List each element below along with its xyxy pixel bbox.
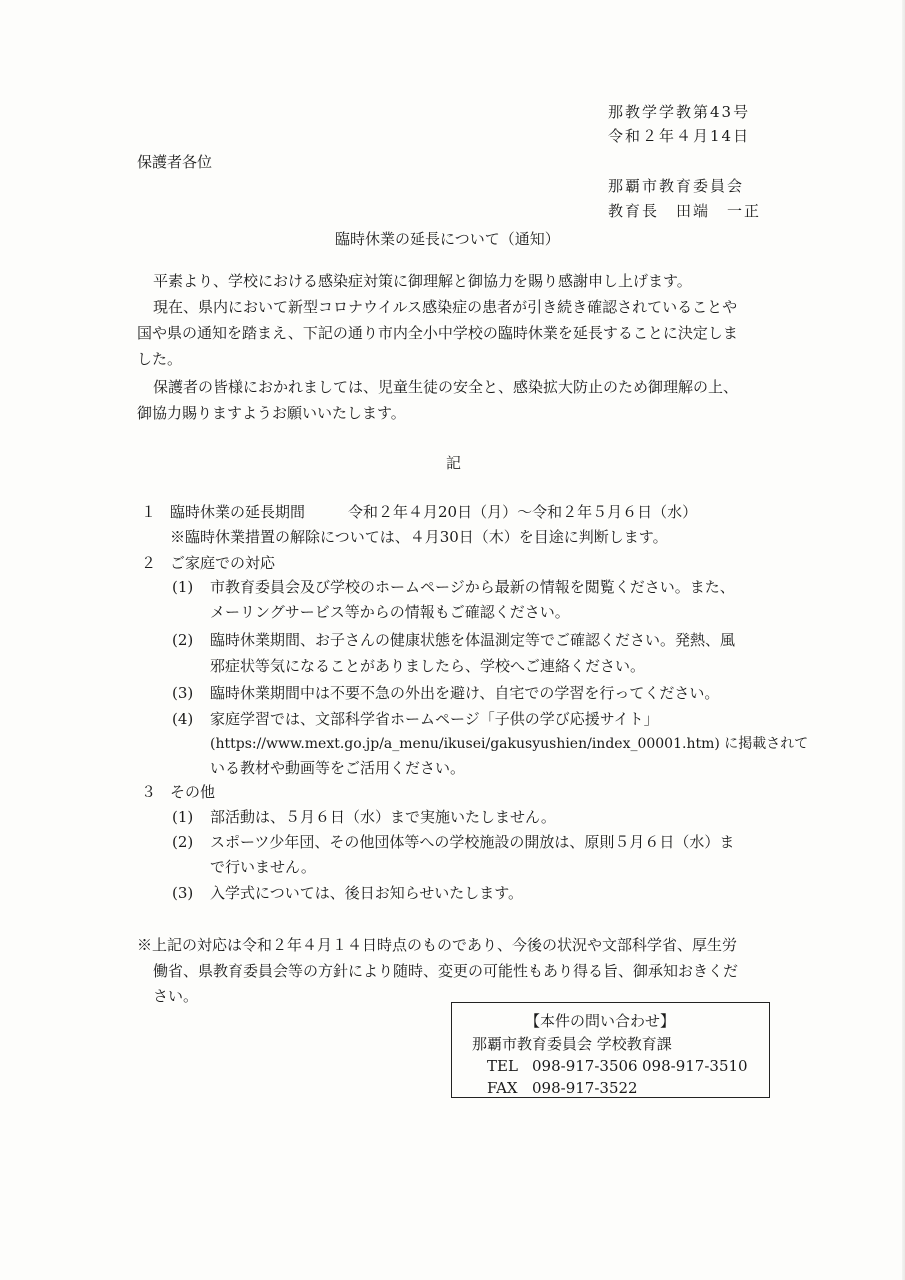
- addressee: 保護者各位: [137, 153, 213, 171]
- body-paragraph-3-line-1: 保護者の皆様におかれましては、児童生徒の安全と、感染拡大防止のため御理解の上、: [153, 378, 739, 396]
- ki-heading: 記: [446, 454, 462, 472]
- item-2-sub-2-line-1: 臨時休業期間、お子さんの健康状態を体温測定等でご確認ください。発熱、風: [210, 631, 736, 649]
- contact-fax-label: FAX: [487, 1079, 518, 1097]
- contact-box: [451, 1002, 770, 1098]
- item-3-sub-2-number: (2): [172, 833, 194, 851]
- sender-organization: 那覇市教育委員会: [608, 177, 745, 195]
- body-paragraph-2-line-1: 現在、県内において新型コロナウイルス感染症の患者が引き続き確認されていることや: [153, 298, 738, 316]
- body-paragraph-1: 平素より、学校における感染症対策に御理解と御協力を賜り感謝申し上げます。: [153, 272, 692, 290]
- footnote-line-1: ※上記の対応は令和２年４月１４日時点のものであり、今後の状況や文部科学省、厚生労: [137, 936, 738, 954]
- contact-tel-1: 098-917-3506: [532, 1057, 638, 1075]
- item-2-sub-2-line-2: 邪症状等気になることがありましたら、学校へご連絡ください。: [210, 657, 646, 675]
- item-1-period: 令和２年４月20日（月）～令和２年５月６日（水）: [348, 503, 698, 521]
- contact-tel-label: TEL: [487, 1057, 518, 1075]
- item-3-sub-3-number: (3): [172, 884, 194, 902]
- item-1-label: 臨時休業の延長期間: [170, 503, 306, 521]
- item-3-sub-1-number: (1): [172, 808, 194, 826]
- item-2-sub-4-line-3: いる教材や動画等をご活用ください。: [210, 759, 466, 777]
- item-2-sub-1-line-1: 市教育委員会及び学校のホームページから最新の情報を閲覧ください。また、: [210, 578, 735, 596]
- sender-name: 教育長 田端 一正: [608, 202, 762, 220]
- item-3-label: その他: [170, 783, 216, 801]
- item-2-sub-4-line-2: (https://www.mext.go.jp/a_menu/ikusei/gakusyushien/index_00001.htm) に掲載されて: [210, 736, 809, 752]
- item-2-sub-1-line-2: メーリングサービス等からの情報もご確認ください。: [210, 603, 570, 621]
- footnote-line-2: 働省、県教育委員会等の方針により随時、変更の可能性もあり得る旨、御承知おきくだ: [153, 962, 739, 980]
- item-2-sub-1-number: (1): [172, 578, 194, 596]
- item-3-sub-2-line-1: スポーツ少年団、その他団体等への学校施設の開放は、原則５月６日（水）ま: [210, 833, 735, 851]
- body-paragraph-2-line-3: した。: [137, 350, 183, 368]
- item-2-sub-3-line-1: 臨時休業期間中は不要不急の外出を避け、自宅での学習を行ってください。: [210, 684, 720, 702]
- footnote-line-3: さい。: [153, 987, 199, 1005]
- contact-organization: 那覇市教育委員会 学校教育課: [472, 1035, 672, 1053]
- item-3-sub-3-line-1: 入学式については、後日お知らせいたします。: [210, 884, 524, 902]
- item-2-number: ２: [141, 554, 157, 572]
- body-paragraph-3-line-2: 御協力賜りますようお願いいたします。: [137, 404, 406, 422]
- item-2-sub-4-line-1: 家庭学習では、文部科学省ホームページ「子供の学び応援サイト」: [210, 710, 659, 728]
- item-2-sub-3-number: (3): [172, 684, 194, 702]
- item-3-sub-2-line-2: で行いません。: [210, 858, 316, 876]
- contact-tel-2: 098-917-3510: [642, 1057, 748, 1075]
- document-number: 那教学学教第43号: [608, 103, 751, 121]
- item-1-note: ※臨時休業措置の解除については、４月30日（木）を目途に判断します。: [170, 528, 668, 546]
- item-3-sub-1-line-1: 部活動は、５月６日（水）まで実施いたしません。: [210, 808, 556, 826]
- body-paragraph-2-line-2: 国や県の通知を踏まえ、下記の通り市内全小中学校の臨時休業を延長することに決定しま: [137, 324, 738, 342]
- item-2-label: ご家庭での対応: [170, 554, 276, 572]
- item-1-number: １: [141, 503, 157, 521]
- contact-fax: 098-917-3522: [532, 1079, 638, 1097]
- document-date: 令和２年４月14日: [608, 127, 751, 145]
- item-2-sub-4-number: (4): [172, 710, 194, 728]
- item-3-number: ３: [141, 783, 157, 801]
- contact-heading: 【本件の問い合わせ】: [525, 1012, 676, 1030]
- document-title: 臨時休業の延長について（通知）: [335, 230, 560, 248]
- item-2-sub-2-number: (2): [172, 631, 194, 649]
